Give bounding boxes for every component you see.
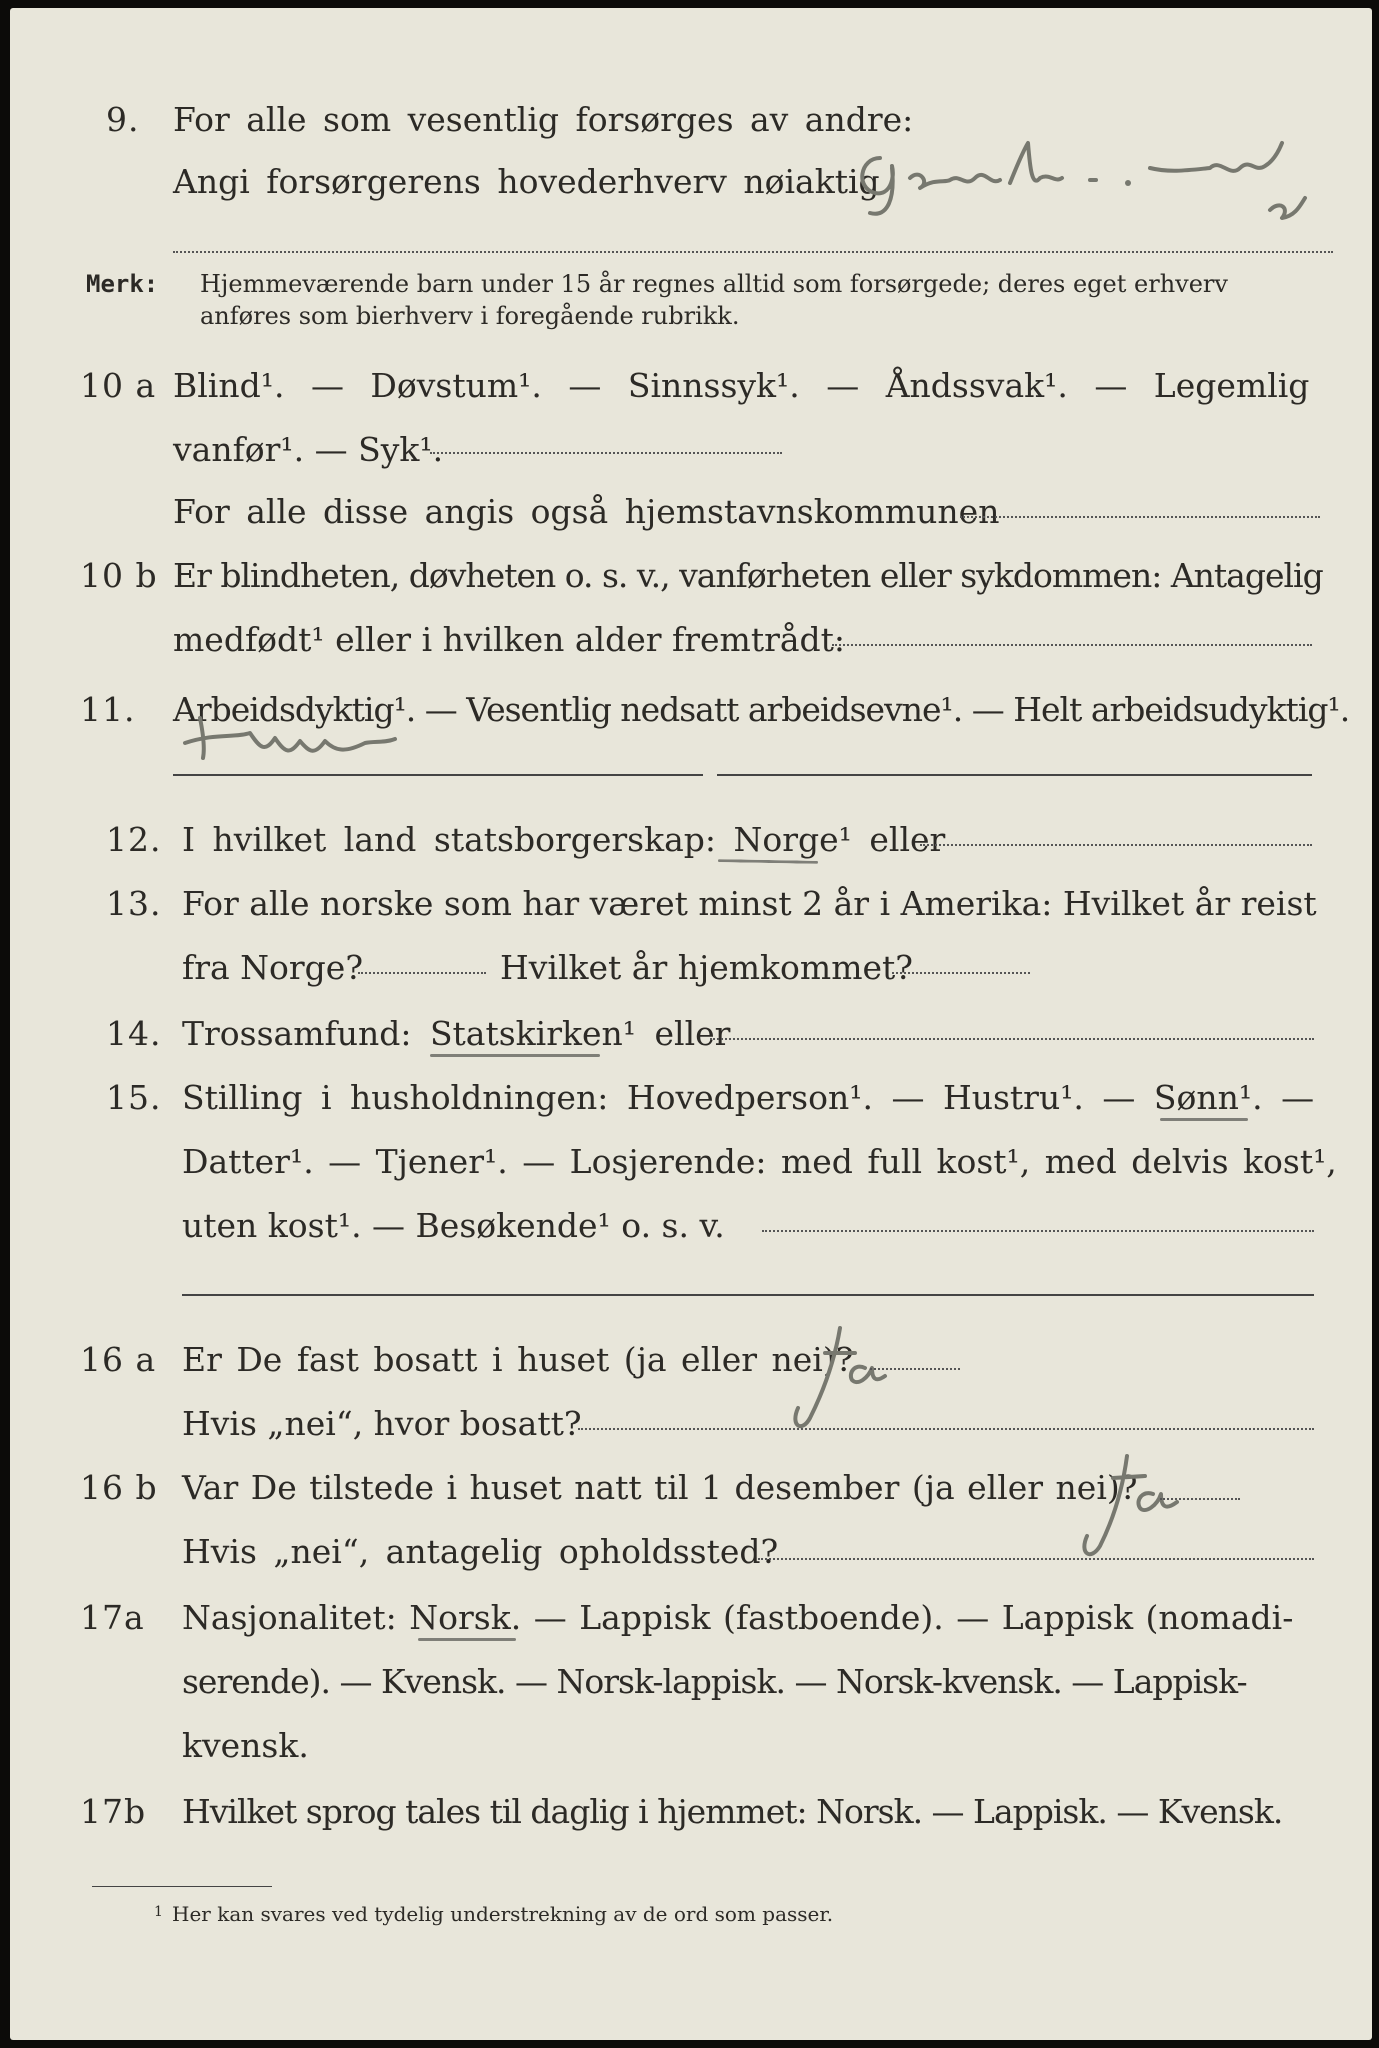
handwritten-underline-arbeidsdyktig (175, 713, 415, 763)
section-divider (182, 1294, 1314, 1296)
answer-line (832, 644, 1312, 646)
question-number: 17a (80, 1598, 145, 1637)
question-number: 12. (106, 820, 162, 859)
question-text: Var De tilstede i huset natt til 1 desember (ja eller nei)? (182, 1468, 1138, 1507)
handwritten-underline-sonn (1160, 1118, 1248, 1121)
answer-line (960, 516, 1320, 518)
question-number: 14. (106, 1014, 162, 1053)
answer-line (892, 972, 1030, 974)
question-10a-line-2 (10, 418, 1372, 480)
question-number: 17b (80, 1792, 147, 1831)
question-10b (10, 544, 1372, 606)
question-17b (10, 1780, 1372, 1842)
question-17a-line-2 (10, 1650, 1372, 1712)
question-text: kvensk. (182, 1726, 309, 1765)
note-text-line-2: anføres som bierhverv i foregående rubrikk. (200, 302, 740, 330)
question-13 (10, 872, 1372, 934)
handwritten-underline-statskirken (430, 1054, 600, 1057)
question-number: 16 b (80, 1468, 158, 1507)
footnote-mark: 1 (154, 1904, 163, 1920)
section-divider (173, 774, 703, 776)
question-text: Blind¹. — Døvstum¹. — Sinnssyk¹. — Åndssvak¹. — Legemlig (173, 366, 1310, 405)
question-10b-line-2 (10, 608, 1372, 670)
question-number: 9. (106, 100, 140, 139)
handwritten-answer-gaardbr-enke (850, 138, 1379, 228)
question-text: Arbeidsdyktig¹. — Vesentlig nedsatt arbeidsevne¹. — Helt arbeidsudyktig¹. (173, 690, 1350, 729)
question-number: 16 a (80, 1340, 157, 1379)
answer-line (870, 1368, 960, 1370)
answer-line (578, 1428, 1314, 1430)
answer-line (430, 452, 782, 454)
answer-line (920, 844, 1312, 846)
census-form-page (10, 8, 1372, 2040)
question-14 (10, 1002, 1372, 1064)
section-divider (717, 774, 1312, 776)
question-text: Hvilket sprog tales til daglig i hjemmet: Norsk. — Lappisk. — Kvensk. (182, 1792, 1283, 1831)
question-text: For alle norske som har været minst 2 år i Amerika: Hvilket år reist (182, 884, 1317, 923)
question-text: Stilling i husholdningen: Hovedperson¹. — Hustru¹. — Sønn¹. — (182, 1078, 1315, 1117)
note-label: Merk: (86, 270, 159, 298)
question-text: Nasjonalitet: Norsk. — Lappisk (fastboende). — Lappisk (nomadi- (182, 1598, 1294, 1637)
question-number: 11. (80, 690, 136, 729)
question-12 (10, 808, 1372, 870)
answer-line (758, 1558, 1314, 1560)
question-number: 10 a (80, 366, 157, 405)
question-17a (10, 1586, 1372, 1648)
question-text: Datter¹. — Tjener¹. — Losjerende: med full kost¹, med delvis kost¹, (182, 1142, 1337, 1181)
question-17a-line-3 (10, 1714, 1372, 1776)
question-16b-line-2 (10, 1520, 1372, 1582)
answer-line (173, 251, 1333, 253)
question-10a-line-3 (10, 480, 1372, 542)
question-text: Hvis „nei“, antagelig opholdssted? (182, 1532, 779, 1571)
question-text: Er blindheten, døvheten o. s. v., vanførheten eller sykdommen: Antagelig (173, 556, 1323, 595)
handwritten-underline-norsk (418, 1638, 516, 1641)
answer-line (1160, 1498, 1240, 1500)
question-text: For alle disse angis også hjemstavnskommunen (173, 492, 1000, 531)
question-16a (10, 1328, 1372, 1390)
question-text: Trossamfund: Statskirken¹ eller (182, 1014, 731, 1053)
answer-line (762, 1230, 1314, 1232)
question-text: For alle som vesentlig forsørges av andre: (173, 100, 914, 139)
question-text: I hvilket land statsborgerskap: Norge¹ eller (182, 820, 946, 859)
question-text: fra Norge? (182, 948, 364, 987)
question-15-line-3 (10, 1194, 1372, 1256)
question-text: vanfør¹. — Syk¹. (173, 430, 444, 469)
note-text-line-1: Hjemmeværende barn under 15 år regnes alltid som forsørgede; deres eget erhverv (200, 270, 1228, 298)
question-number: 13. (106, 884, 162, 923)
question-text: Er De fast bosatt i huset (ja eller nei)? (182, 1340, 854, 1379)
question-15-line-2 (10, 1130, 1372, 1192)
question-text: medfødt¹ eller i hvilken alder fremtrådt: (173, 620, 846, 659)
question-text: uten kost¹. — Besøkende¹ o. s. v. (182, 1206, 725, 1245)
question-10a (10, 354, 1372, 416)
answer-line (710, 1038, 1314, 1040)
question-text: Angi forsørgerens hovederhverv nøiaktig (173, 162, 880, 201)
question-text: Hvis „nei“, hvor bosatt? (182, 1404, 582, 1443)
footnote-divider (92, 1886, 272, 1887)
question-number: 15. (106, 1078, 162, 1117)
question-text: serende). — Kvensk. — Norsk-lappisk. — Norsk-kvensk. — Lappisk- (182, 1662, 1247, 1701)
question-13-line-2 (10, 936, 1372, 998)
answer-line (358, 972, 486, 974)
question-number: 10 b (80, 556, 158, 595)
footnote-text: Her kan svares ved tydelig understrekning av de ord som passer. (172, 1902, 834, 1926)
question-text: Hvilket år hjemkommet? (500, 948, 913, 987)
